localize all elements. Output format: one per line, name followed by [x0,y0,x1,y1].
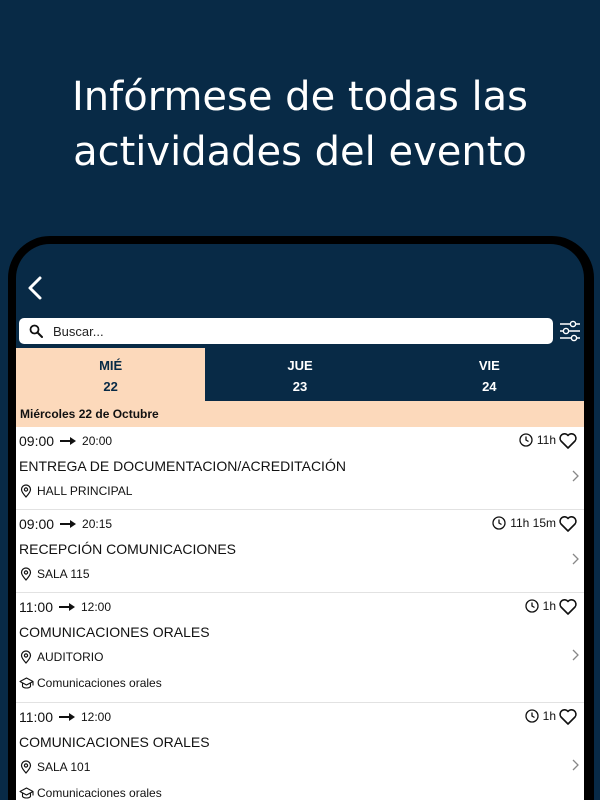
day-number: 22 [103,379,118,394]
headline-line-2: actividades del evento [73,129,527,175]
arrow-right-icon [59,712,75,722]
back-button[interactable] [22,274,50,302]
duration-text: 11h 15m [510,516,556,530]
heart-icon[interactable] [558,597,578,617]
session-location [19,760,90,774]
location-pin-icon [19,484,33,498]
session-duration [492,516,556,530]
end-time: 12:00 [81,600,112,614]
search-input[interactable] [53,324,533,339]
category-text: Comunicaciones orales [37,676,162,690]
location-text: SALA 115 [37,567,90,581]
filter-icon [558,318,582,344]
day-tabs [16,348,584,401]
session-time [19,599,111,615]
graduation-cap-icon [19,787,34,800]
heart-icon[interactable] [558,514,578,534]
category-text: Comunicaciones orales [37,786,162,800]
date-header: Miércoles 22 de Octubre [16,401,584,427]
day-label: MIÉ [99,358,123,373]
session-list [16,427,584,800]
session-item[interactable] [16,510,584,593]
chevron-right-icon [570,649,580,661]
start-time: 11:00 [19,599,53,615]
tab-day-22[interactable] [16,348,205,401]
end-time: 12:00 [81,710,112,724]
arrow-right-icon [60,519,76,529]
phone-screen [16,244,584,800]
clock-icon [525,599,539,613]
session-time [19,433,112,449]
chevron-right-icon [570,470,580,482]
duration-text: 11h [536,433,556,447]
location-text: AUDITORIO [37,650,104,664]
session-item[interactable] [16,593,584,703]
session-category [19,786,162,800]
session-title: COMUNICACIONES ORALES [19,734,210,750]
start-time: 11:00 [19,709,53,725]
heart-icon[interactable] [558,431,578,451]
session-title: RECEPCIÓN COMUNICACIONES [19,541,237,557]
end-time: 20:15 [82,517,113,531]
day-label: VIE [478,358,500,373]
start-time: 09:00 [19,433,55,449]
session-time [19,709,111,725]
search-row [16,318,584,346]
location-text: SALA 101 [37,760,91,774]
search-icon [29,324,43,338]
location-pin-icon [19,760,33,774]
session-duration [525,709,556,723]
arrow-right-icon [60,436,76,446]
headline [0,70,600,180]
heart-icon[interactable] [558,707,578,727]
clock-icon [519,433,533,447]
session-location [19,484,132,498]
session-location [19,650,103,664]
session-title: COMUNICACIONES ORALES [19,624,210,640]
clock-icon [525,709,539,723]
duration-text: 1h [542,599,556,613]
session-category [19,676,162,690]
tab-day-24[interactable] [395,348,584,401]
session-title: ENTREGA DE DOCUMENTACION/ACREDITACIÓN [19,458,346,474]
session-item[interactable] [16,703,584,800]
chevron-right-icon [570,759,580,771]
headline-line-1: Infórmese de todas las [72,74,528,120]
search-box[interactable] [19,318,553,344]
duration-text: 1h [542,709,556,723]
end-time: 20:00 [82,434,113,448]
session-duration [525,599,556,613]
day-number: 23 [292,379,308,394]
location-pin-icon [19,650,33,664]
back-arrow-icon [22,274,50,302]
session-item[interactable] [16,427,584,510]
day-label: JUE [287,358,313,373]
tab-day-23[interactable] [205,348,394,401]
day-number: 24 [482,379,497,394]
clock-icon [492,516,506,530]
location-text: HALL PRINCIPAL [37,484,133,498]
graduation-cap-icon [19,677,34,690]
session-location [19,567,90,581]
filter-button[interactable] [558,318,582,344]
chevron-right-icon [570,553,580,565]
start-time: 09:00 [19,516,55,532]
session-duration [519,433,556,447]
location-pin-icon [19,567,33,581]
session-time [19,516,112,532]
arrow-right-icon [59,602,75,612]
